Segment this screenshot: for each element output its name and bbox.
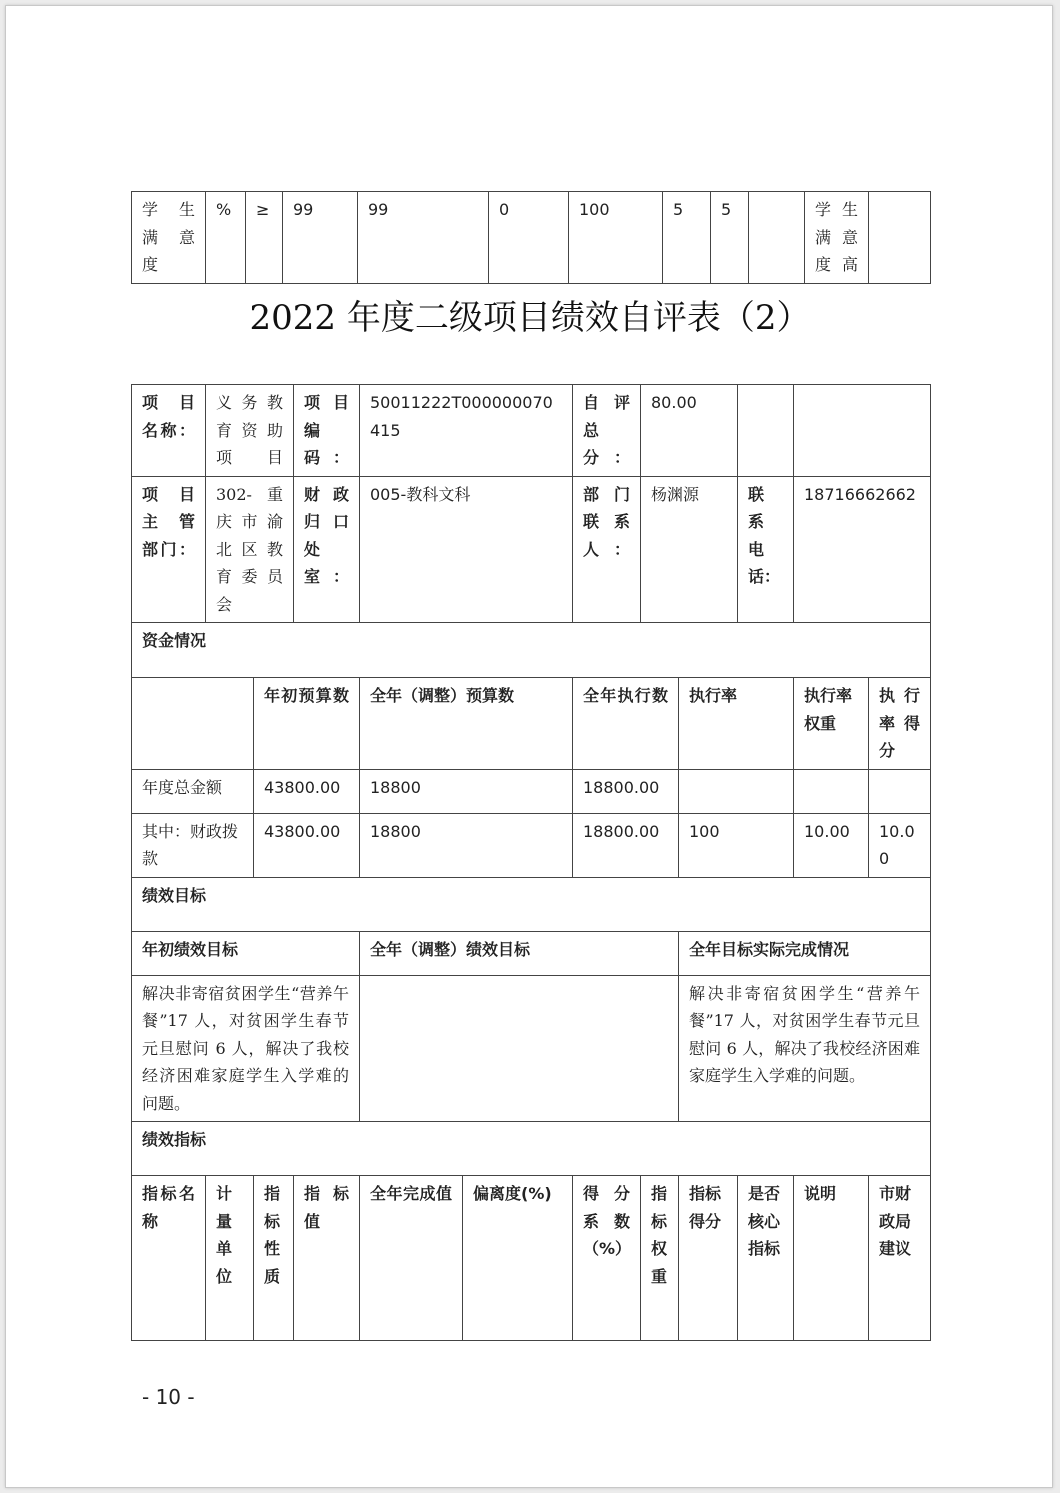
indicators-section-header: 绩效指标: [132, 1122, 931, 1176]
goals-initial: 解决非寄宿贫困学生“营养午餐”17 人，对贫困学生春节元旦慰问 6 人，解决了我校经济困难家庭学生入学难的问题。: [132, 975, 360, 1122]
goals-header: 全年（调整）绩效目标: [360, 931, 679, 975]
table-row: [132, 1122, 931, 1176]
nature-cell: ≥: [246, 192, 283, 284]
phone-label: 联 系 电 话：: [738, 476, 794, 623]
project-name-value: 义 务 教 育 资 助 项目: [206, 385, 294, 477]
project-code-value: 50011222T000000070415: [360, 385, 573, 477]
funds-cell: 18800.00: [573, 769, 679, 813]
funds-cell: [869, 769, 931, 813]
funds-cell: [679, 769, 794, 813]
table-row: [132, 1176, 931, 1341]
dept-label: 项 目 主 管 部门：: [132, 476, 206, 623]
phone-value: 18716662662: [794, 476, 931, 623]
indicator-header: 说明: [794, 1176, 869, 1341]
table-row: [132, 678, 931, 770]
indicator-header: 指标得分: [679, 1176, 738, 1341]
funds-header: 年初预算数: [254, 678, 360, 770]
goals-section-header: 绩效目标: [132, 877, 931, 931]
indicator-header: 偏离度(%): [463, 1176, 573, 1341]
score-cell: 5: [711, 192, 749, 284]
funds-header: 执行率: [679, 678, 794, 770]
goals-actual: 解决非寄宿贫困学生“营养午餐”17 人，对贫困学生春节元旦慰问 6 人，解决了我校经济困难家庭学生入学难的问题。: [679, 975, 931, 1122]
funds-header: 全年执行数: [573, 678, 679, 770]
core-cell: [749, 192, 805, 284]
page-title: 2022 年度二级项目绩效自评表（2）: [249, 298, 811, 338]
funds-header: 执行率权重: [794, 678, 869, 770]
goals-adjusted: [360, 975, 679, 1122]
indicator-name-cell: 学 生 满 意 度: [132, 192, 206, 284]
unit-cell: %: [206, 192, 246, 284]
table-row: [132, 769, 931, 813]
dept-value: 302- 重 庆 市 渝 北 区 教 育 委 员 会: [206, 476, 294, 623]
empty-cell: [738, 385, 794, 477]
indicator-header: 指标名称: [132, 1176, 206, 1341]
evaluation-table: [131, 384, 931, 1341]
funds-header: 执行率得分: [869, 678, 931, 770]
table-row: [132, 877, 931, 931]
table-row: [132, 813, 931, 877]
indicator-header: 全年完成值: [360, 1176, 463, 1341]
actual-cell: 99: [358, 192, 489, 284]
table-row: [132, 975, 931, 1122]
funds-row-label: 其中：财政拨款: [132, 813, 254, 877]
goals-header: 年初绩效目标: [132, 931, 360, 975]
funds-cell: [794, 769, 869, 813]
indicator-header: 指标权重: [641, 1176, 679, 1341]
score-value: 80.00: [641, 385, 738, 477]
indicator-header: 计量单位: [206, 1176, 254, 1341]
goals-header: 全年目标实际完成情况: [679, 931, 931, 975]
indicator-header: 市财政局建议: [869, 1176, 931, 1341]
table-row: [132, 385, 931, 477]
funds-cell: 43800.00: [254, 813, 360, 877]
indicator-header: 指标值: [294, 1176, 360, 1341]
funds-cell: 18800.00: [573, 813, 679, 877]
funds-cell: 10.00: [794, 813, 869, 877]
contact-value: 杨渊源: [641, 476, 738, 623]
advice-cell: [869, 192, 931, 284]
funds-section-header: 资金情况: [132, 623, 931, 678]
score-label: 自 评 总分：: [573, 385, 641, 477]
funds-row-label: 年度总金额: [132, 769, 254, 813]
funds-cell: 43800.00: [254, 769, 360, 813]
indicator-header: 得分系数（%）: [573, 1176, 641, 1341]
project-code-label: 项 目 编 码：: [294, 385, 360, 477]
page-number: - 10 -: [142, 1385, 195, 1409]
indicator-header: 是否核心指标: [738, 1176, 794, 1341]
funds-cell: 10.00: [869, 813, 931, 877]
note-cell: 学 生 满 意 度高: [805, 192, 869, 284]
contact-label: 部 门 联 系 人：: [573, 476, 641, 623]
project-name-label: 项 目 名称：: [132, 385, 206, 477]
empty-cell: [794, 385, 931, 477]
funds-cell: 18800: [360, 769, 573, 813]
funds-cell: 100: [679, 813, 794, 877]
funds-cell: 18800: [360, 813, 573, 877]
coef-cell: 100: [569, 192, 663, 284]
table-row: [132, 623, 931, 678]
continuation-table: [131, 191, 931, 284]
empty-cell: [132, 678, 254, 770]
target-cell: 99: [283, 192, 358, 284]
table-row: [132, 931, 931, 975]
weight-cell: 5: [663, 192, 711, 284]
deviation-cell: 0: [489, 192, 569, 284]
office-value: 005-教科文科: [360, 476, 573, 623]
table-row: [132, 192, 931, 284]
office-label: 财 政 归 口 处 室：: [294, 476, 360, 623]
table-row: [132, 476, 931, 623]
funds-header: 全年（调整）预算数: [360, 678, 573, 770]
indicator-header: 指标性质: [254, 1176, 294, 1341]
